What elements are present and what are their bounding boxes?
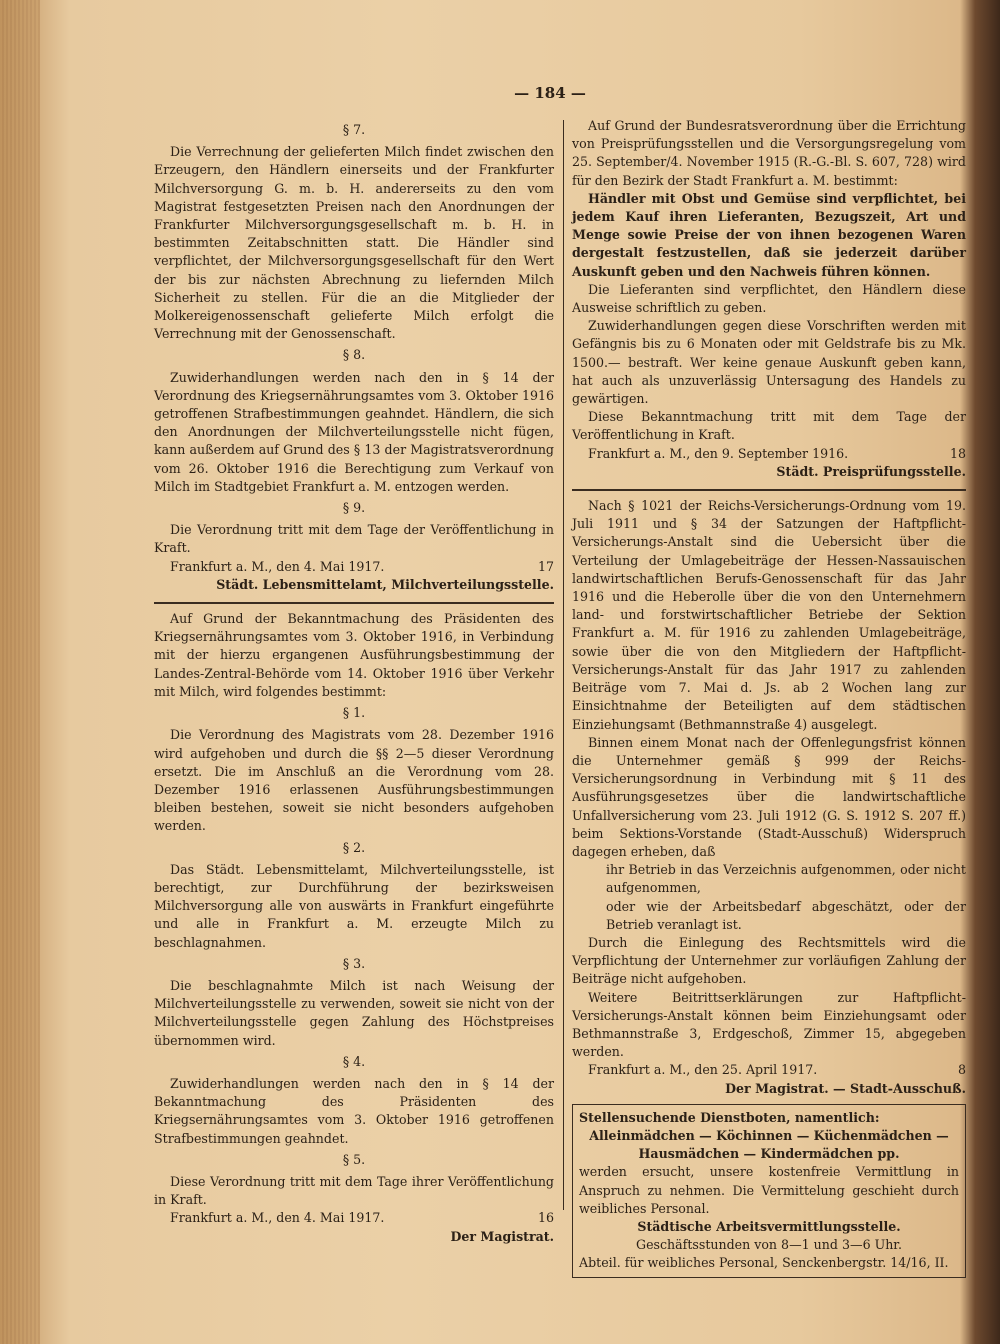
paragraph: Weitere Beitrittserklärungen zur Haftpflicht-Versicherungs-Anstalt können beim Einziehungsamt oder Bethmannstraße 3, Erdgeschoß, Zimmer 15, abgegeben werden.: [572, 989, 966, 1060]
ad-address: Abteil. für weibliches Personal, Senckenbergstr. 14/16, II.: [579, 1255, 949, 1271]
paragraph: Zuwiderhandlungen gegen diese Vorschriften werden mit Gefängnis bis zu 6 Monaten oder mit Geldstrafe bis zu Mk. 1500.— bestraft. Wer keine genaue Auskunft geben kann, hat auch als unzuverlässig Untersagung des Handels zu gewärtigen.: [572, 318, 966, 407]
section-heading: § 1.: [342, 705, 366, 721]
paragraph: Zuwiderhandlungen werden nach den in § 14 der Verordnung des Kriegsernährungsamtes vom 3. Oktober 1916 getroffenen Strafbestimmungen geahndet. Händlern, die sich den Anordnungen der Milchverteilungsstelle nicht fügen, kann außerdem auf Grund des § 13 der Magistratsverordnung vom 26. Oktober 1916 die Berechtigung zum Verkauf von Milch im Stadtgebiet Frankfurt a. M. entzogen werden.: [154, 369, 554, 494]
ad-title: Stellensuchende Dienstboten, namentlich:: [579, 1109, 880, 1125]
paragraph: Zuwiderhandlungen werden nach den in § 14 der Bekanntmachung des Präsidenten des Kriegsernährungsamtes vom 3. Oktober 1916 getroffenen Strafbestimmungen geahndet.: [154, 1075, 554, 1146]
paragraph: Die Verrechnung der gelieferten Milch findet zwischen den Erzeugern, den Händlern einerseits und der Frankfurter Milchversorgung G. m. b. H. andererseits zu den vom Magistrat festgesetzten Preisen nach den Anordnungen der Frankfurter Milchversorgungsgesellschaft m. b. H. in bestimmten Zeitabschnitten statt. Die Händler sind verpflichtet, der Milchversorgungsgesellschaft für den Wert der bis zur nächsten Abrechnung zu liefernden Milch Sicherheit zu stellen. Für die an die Mitglieder der Molkereigenossenschaft gelieferte Milch erfolgt die Verrechnung mit der Genossenschaft.: [154, 144, 554, 342]
ad-text: werden ersucht, unsere kostenfreie Vermittlung in Anspruch zu nehmen. Die Vermittelung geschieht durch weibliches Personal.: [579, 1164, 959, 1216]
date-line: [572, 445, 966, 463]
right-column: [572, 117, 966, 1278]
ad-signature: Städtische Arbeitsvermittlungsstelle.: [637, 1218, 901, 1234]
horizontal-rule: [154, 602, 554, 604]
paragraph: Diese Verordnung tritt mit dem Tage ihrer Veröffentlichung in Kraft.: [154, 1173, 554, 1208]
section-heading: § 2.: [342, 839, 366, 855]
ad-list: Alleinmädchen — Köchinnen — Küchenmädchen — Hausmädchen — Kindermädchen pp.: [589, 1127, 949, 1162]
notice-number: 16: [537, 1210, 554, 1226]
advertisement-box: [572, 1104, 966, 1278]
paragraph: Die beschlagnahmte Milch ist nach Weisung der Milchverteilungsstelle zu verwenden, soweit sie nicht von der Milchverteilungsstelle gegen Zahlung des Höchstpreises übernommen wird.: [154, 977, 554, 1048]
column-divider: [563, 120, 564, 1210]
list-item: ihr Betrieb in das Verzeichnis aufgenommen, oder nicht aufgenommen,: [606, 862, 966, 896]
signature: Städt. Lebensmittelamt, Milchverteilungsstelle.: [216, 576, 554, 592]
page-number: — 184 —: [514, 84, 586, 102]
paragraph: Durch die Einlegung des Rechtsmittels wird die Verpflichtung der Unternehmer zur vorläufigen Zahlung der Beiträge nicht aufgehoben.: [572, 934, 966, 987]
section-heading: § 8.: [342, 347, 366, 363]
notice-number: 17: [537, 558, 554, 574]
paragraph: Die Verordnung tritt mit dem Tage der Veröffentlichung in Kraft.: [154, 522, 554, 556]
date-text: Frankfurt a. M., den 25. April 1917.: [588, 1062, 818, 1078]
section-heading: § 9.: [342, 500, 366, 516]
date-line: [154, 1209, 554, 1227]
section-heading: § 3.: [342, 955, 366, 971]
signature: Städt. Preisprüfungsstelle.: [776, 463, 966, 479]
paragraph: Auf Grund der Bundesratsverordnung über die Errichtung von Preisprüfungsstellen und die Versorgungsregelung vom 25. September/4. November 1915 (R.-G.-Bl. S. 607, 728) wird für den Bezirk der Stadt Frankfurt a. M. bestimmt:: [572, 118, 966, 188]
date-line: [154, 558, 554, 576]
paragraph: Nach § 1021 der Reichs-Versicherungs-Ordnung vom 19. Juli 1911 und § 34 der Satzungen der Haftpflicht-Versicherungs-Anstalt sind die Uebersicht über die Verteilung der Umlagebeiträge der Hessen-Nassauischen landwirtschaftlichen Berufs-Genossenschaft für das Jahr 1916 und die Heberolle über die von den Unternehmern land- und forstwirtschaftlicher Betriebe der Sektion Frankfurt a. M. für 1916 zu zahlenden Umlagebeiträge, sowie über die von den Mitgliedern der Haftpflicht-Versicherungs-Anstalt für das Jahr 1917 zu zahlenden Beiträge vom 7. Mai d. Js. ab 2 Wochen lang zur Einsichtnahme der Beteiligten auf dem städtischen Einziehungsamt (Bethmannstraße 4) ausgelegt.: [572, 498, 966, 732]
paragraph: Diese Bekanntmachung tritt mit dem Tage der Veröffentlichung in Kraft.: [572, 409, 966, 443]
date-text: Frankfurt a. M., den 4. Mai 1917.: [170, 1210, 385, 1226]
paragraph: Auf Grund der Bekanntmachung des Präsidenten des Kriegsernährungsamtes vom 3. Oktober 1916, in Verbindung mit der hierzu ergangenen Ausführungsbestimmung der Landes-Zentral-Behörde vom 14. Oktober 1916 über Verkehr mit Milch, wird folgendes bestimmt:: [154, 611, 554, 699]
date-text: Frankfurt a. M., den 9. September 1916.: [588, 445, 849, 461]
date-text: Frankfurt a. M., den 4. Mai 1917.: [170, 558, 385, 574]
list-item: oder wie der Arbeitsbedarf abgeschätzt, oder der Betrieb veranlagt ist.: [606, 898, 966, 932]
paragraph-bold: Händler mit Obst und Gemüse sind verpflichtet, bei jedem Kauf ihren Lieferanten, Bezugszeit, Art und Menge sowie Preise der von ihnen bezogenen Waren dergestalt festzustellen, daß sie jederzeit darüber Auskunft geben und den Nachweis führen können.: [572, 190, 966, 279]
signature: Der Magistrat.: [450, 1228, 554, 1244]
signature: Der Magistrat. — Stadt-Ausschuß.: [725, 1080, 966, 1096]
horizontal-rule: [572, 489, 966, 491]
section-heading: § 7.: [342, 122, 366, 137]
left-column: [154, 118, 554, 1246]
paragraph: Das Städt. Lebensmittelamt, Milchverteilungsstelle, ist berechtigt, zur Durchführung der bezirksweisen Milchversorgung alle von auswärts in Frankfurt eingeführte und alle in Frankfurt a. M. erzeugte Milch zu beschlagnahmen.: [154, 861, 554, 950]
notice-number: 8: [957, 1062, 966, 1078]
paragraph: Die Verordnung des Magistrats vom 28. Dezember 1916 wird aufgehoben und durch die §§ 2—5 dieser Verordnung ersetzt. Die im Anschluß an die Verordnung vom 28. Dezember 1916 erlassenen Ausführungsbestimmungen bleiben bestehen, soweit sie nicht besonders aufgehoben werden.: [154, 727, 554, 834]
paragraph: Die Lieferanten sind verpflichtet, den Händlern diese Ausweise schriftlich zu geben.: [572, 281, 966, 316]
ad-hours: Geschäftsstunden von 8—1 und 3—6 Uhr.: [636, 1237, 902, 1253]
book-page-edges: [0, 0, 40, 1344]
section-heading: § 4.: [342, 1053, 366, 1069]
notice-number: 18: [949, 445, 966, 461]
date-line: [572, 1061, 966, 1079]
paragraph: Binnen einem Monat nach der Offenlegungsfrist können die Unternehmer gemäß § 999 der Reichs-Versicherungsordnung in Verbindung mit § 11 des Ausführungsgesetzes über die landwirtschaftliche Unfallversicherung vom 23. Juli 1912 (G. S. 1912 S. 207 ff.) beim Sektions-Vorstande (Stadt-Ausschuß) Widerspruch dagegen erheben, daß: [572, 734, 966, 859]
section-heading: § 5.: [342, 1151, 366, 1167]
